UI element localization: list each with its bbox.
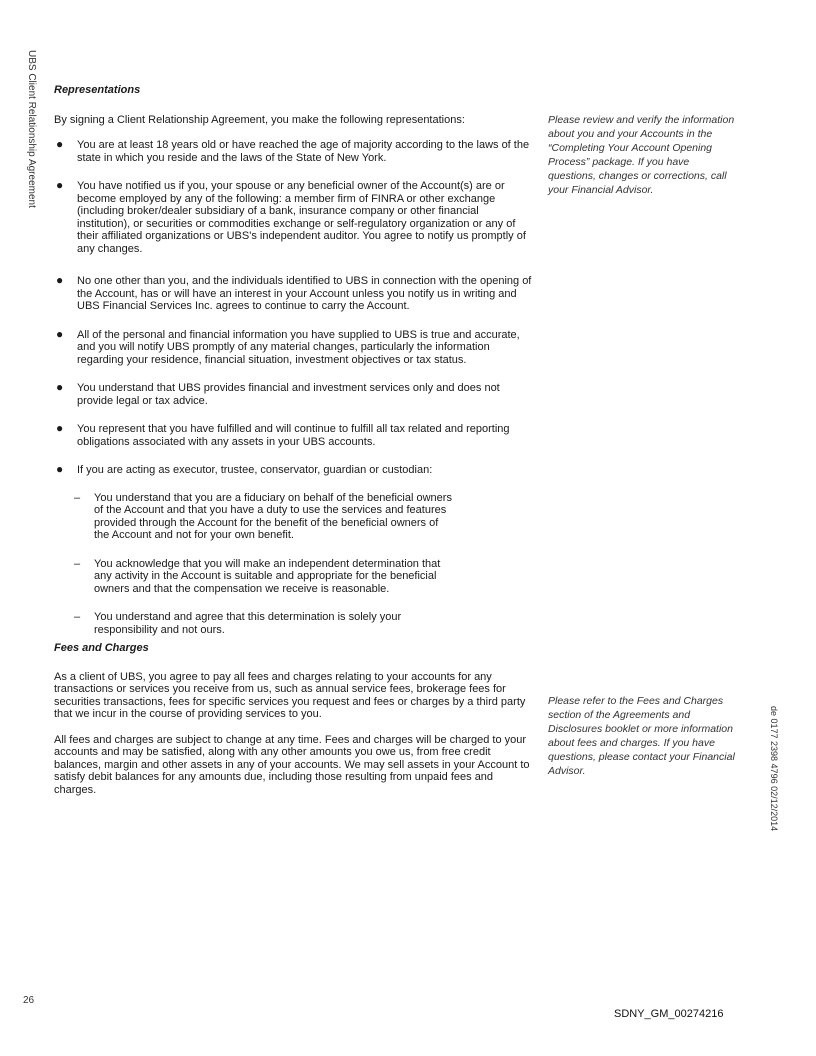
- sublist-item: [54, 492, 454, 542]
- list-item-text: If you are acting as executor, trustee, conservator, guardian or custodian:: [77, 464, 433, 476]
- bullet-icon: ●: [56, 462, 64, 476]
- fiduciary-sublist: [54, 492, 454, 637]
- list-item: [54, 275, 534, 313]
- representations-heading: Representations: [54, 84, 141, 96]
- bullet-icon: ●: [56, 273, 64, 287]
- bates-number: SDNY_GM_00274216: [614, 1008, 724, 1020]
- representations-sidenote: Please review and verify the information about you and your Accounts in the “Completing Your Account Opening Process” package. If you have questions, changes or corrections, call your Financial Advisor.: [548, 114, 735, 196]
- running-title: UBS Client Relationship Agreement: [26, 50, 37, 208]
- list-item: [54, 423, 534, 448]
- bullet-icon: ●: [56, 421, 64, 435]
- main-content: [54, 84, 534, 796]
- fees-sidenote: Please refer to the Fees and Charges section of the Agreements and Disclosures booklet or more information about fees and charges. If you have questions, please contact your Financial Advisor.: [548, 695, 735, 777]
- sublist-item: [54, 558, 454, 596]
- sublist-item-text: You understand that you are a fiduciary on behalf of the beneficial owners of the Account and that you have a duty to use the services and features provided through the Account for the benefit of the beneficial owners of the Account and not for your own benefit.: [94, 491, 452, 541]
- page-number: 26: [23, 995, 35, 1006]
- fees-paragraph: All fees and charges are subject to change at any time. Fees and charges will be charged to your accounts and may be satisfied, along with any other amounts you owe us, from free credit balances, margin and other assets in any of your accounts. We may sell assets in your Account to satisfy debit balances for any amounts due, including those resulting from unpaid fees and charges.: [54, 733, 530, 796]
- document-code: de 0177 2398 4796 02/12/2014: [769, 706, 779, 832]
- list-item-text: All of the personal and financial information you have supplied to UBS is true and accurate, and you will notify UBS promptly of any material changes, particularly the information regarding your residence, financial situation, investment objectives or tax status.: [77, 328, 520, 366]
- list-item: [54, 326, 534, 367]
- list-item-text: No one other than you, and the individuals identified to UBS in connection with the opening of the Account, has or will have an interest in your Account unless you notify us in writing and UBS Financial Services Inc. agrees to continue to carry the Account.: [77, 275, 532, 312]
- list-item: [54, 139, 534, 164]
- sublist-item-text: You acknowledge that you will make an independent determination that any activity in the Account is suitable and appropriate for the beneficial owners and that the compensation we receive is reasonable.: [94, 557, 441, 595]
- sublist-item-text: You understand and agree that this determination is solely your responsibility and not ours.: [94, 611, 402, 636]
- bullet-icon: ●: [56, 326, 64, 341]
- dash-icon: –: [74, 611, 81, 623]
- list-item: [54, 180, 534, 255]
- dash-icon: –: [74, 491, 81, 504]
- representations-list: [54, 139, 534, 477]
- list-item-text: You represent that you have fulfilled and will continue to fulfill all tax related and reporting obligations associated with any assets in your UBS accounts.: [77, 423, 510, 448]
- list-item-text: You understand that UBS provides financial and investment services only and does not provide legal or tax advice.: [77, 382, 500, 407]
- sublist-item: [54, 611, 454, 636]
- fees-paragraph: As a client of UBS, you agree to pay all fees and charges relating to your accounts for any transactions or services you receive from us, such as annual service fees, brokerage fees for securities transactions, fees for specific services you request and fees or charges by a third party that we incur in the course of providing services to you.: [54, 670, 526, 720]
- list-item-text: You are at least 18 years old or have reached the age of majority according to the laws of the state in which you reside and the laws of the State of New York.: [77, 139, 530, 164]
- bullet-icon: ●: [56, 178, 64, 192]
- list-item: [54, 464, 534, 477]
- list-item-text: You have notified us if you, your spouse or any beneficial owner of the Account(s) are or become employed by any of the following: a member firm of FINRA or other exchange (including broker/dealer subsidiary of a bank, insurance company or other financial institution), or securities or commodities exchange or self-regulatory organization or any of their affiliated organizations or UBS's independent auditor. You agree to notify us promptly of any changes.: [77, 180, 526, 255]
- bullet-icon: ●: [56, 137, 64, 151]
- bullet-icon: ●: [56, 380, 64, 394]
- representations-intro: By signing a Client Relationship Agreement, you make the following representations:: [54, 113, 465, 126]
- dash-icon: –: [74, 557, 81, 570]
- list-item: [54, 382, 534, 407]
- fees-heading: Fees and Charges: [54, 642, 149, 654]
